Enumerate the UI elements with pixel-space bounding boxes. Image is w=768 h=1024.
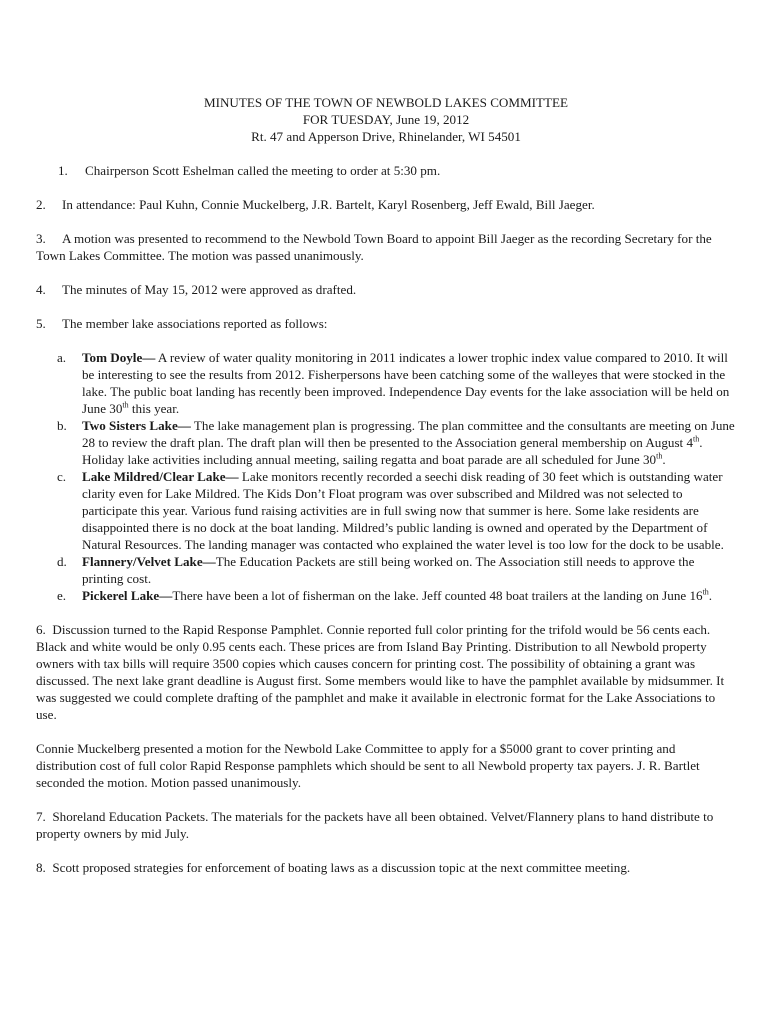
lake-reports-list bbox=[36, 349, 736, 604]
lake-name: Lake Mildred/Clear Lake— bbox=[82, 469, 239, 484]
ordinal-suffix: th bbox=[656, 451, 663, 461]
lake-name: Tom Doyle— bbox=[82, 350, 156, 365]
lake-report-text: The lake management plan is progressing. The plan committee and the consultants are meeting on June 28 to review the draft plan. The draft plan will then be presented to the Association general membership on August 4 bbox=[82, 418, 735, 450]
lake-report-text: The Education Packets are still being worked on. The Association still needs to approve the printing cost. bbox=[82, 554, 695, 586]
lake-report-text: There have been a lot of fisherman on the lake. Jeff counted 48 boat trailers at the landing on June 16 bbox=[172, 588, 703, 603]
motion-paragraph: Connie Muckelberg presented a motion for the Newbold Lake Committee to apply for a $5000 grant to cover printing and distribution cost of full color Rapid Response pamphlets which should be sent to all Newbold property tax payers. J. R. Bartlet seconded the motion. Motion passed unanimously. bbox=[36, 741, 700, 790]
ordinal-suffix: th bbox=[122, 400, 129, 410]
item-text: Chairperson Scott Eshelman called the meeting to order at 5:30 pm. bbox=[85, 163, 441, 178]
item-number: 6. bbox=[36, 622, 46, 637]
list-letter: a. bbox=[57, 350, 67, 365]
lake-report-mildred-clear bbox=[36, 468, 736, 553]
lake-name: Flannery/Velvet Lake— bbox=[82, 554, 216, 569]
item-number: 2. bbox=[36, 197, 46, 212]
item-2 bbox=[36, 196, 736, 213]
ordinal-suffix: th bbox=[702, 587, 709, 597]
item-number: 8. bbox=[36, 860, 46, 875]
item-text: The member lake associations reported as follows: bbox=[62, 316, 328, 331]
item-text: Shoreland Education Packets. The materials for the packets have all been obtained. Velvet/Flannery plans to hand distribute to property owners by mid July. bbox=[36, 809, 714, 841]
document-header bbox=[36, 94, 736, 145]
lake-report-text: A review of water quality monitoring in 2011 indicates a lower trophic index value compared to 2010. It will be interesting to see the results from 2012. Fisherpersons have been catching some of the walleyes that were stocked in the lake. The public boat landing has recently been improved. Independence Day events for the lake association will be held on June 30 bbox=[82, 350, 730, 416]
lake-report-text-end: . bbox=[662, 452, 666, 467]
item-text: The minutes of May 15, 2012 were approved as drafted. bbox=[62, 282, 357, 297]
lake-name: Pickerel Lake— bbox=[82, 588, 173, 603]
list-letter: d. bbox=[57, 554, 67, 569]
lake-report-flannery-velvet bbox=[36, 553, 736, 587]
item-number: 7. bbox=[36, 809, 46, 824]
list-letter: b. bbox=[57, 418, 67, 433]
item-8 bbox=[36, 859, 736, 876]
lake-report-text: Lake monitors recently recorded a seechi disk reading of 30 feet which is outstanding water clarity even for Lake Mildred. The Kids Don’t Float program was over subscribed and Mildred was not selected to participate this year. Various fund raising activities are in full swing now that summer is here. Some lake residents are disappointed there is no dock at the boat landing. Mildred’s public landing is owned and operated by the Department of Natural Resources. The landing manager was contacted who explained the water level is too low for the dock to be usable. bbox=[82, 469, 724, 552]
ordinal-suffix: th bbox=[693, 434, 700, 444]
header-date: FOR TUESDAY, June 19, 2012 bbox=[302, 112, 470, 127]
item-1 bbox=[36, 162, 736, 179]
item-number: 3. bbox=[36, 231, 46, 246]
item-text: Discussion turned to the Rapid Response Pamphlet. Connie reported full color printing for the trifold would be 56 cents each. Black and white would be only 0.95 cents each. These prices are from Island Bay Printing. Distribution to all Newbold property owners with tax bills will require 3500 copies which causes concern for printing cost. The possibility of obtaining a grant was discussed. The next lake grant deadline is August first. Some members would like to have the pamphlet available by midsummer. It was suggested we could complete drafting of the pamphlet and make it available in electronic format for the Lake Associations to use. bbox=[36, 622, 725, 722]
item-6 bbox=[36, 621, 736, 723]
item-number: 4. bbox=[36, 282, 46, 297]
lake-report-text-end: this year. bbox=[128, 401, 180, 416]
header-address: Rt. 47 and Apperson Drive, Rhinelander, WI 54501 bbox=[251, 129, 521, 144]
lake-report-pickerel bbox=[36, 587, 736, 604]
header-title: MINUTES OF THE TOWN OF NEWBOLD LAKES COMMITTEE bbox=[203, 95, 569, 110]
item-text: A motion was presented to recommend to the Newbold Town Board to appoint Bill Jaeger as the recording Secretary for the Town Lakes Committee. The motion was passed unanimously. bbox=[36, 231, 712, 263]
item-4 bbox=[36, 281, 736, 298]
item-text: Scott proposed strategies for enforcement of boating laws as a discussion topic at the next committee meeting. bbox=[52, 860, 631, 875]
item-5 bbox=[36, 315, 736, 332]
lake-report-tom-doyle bbox=[36, 349, 736, 417]
item-7 bbox=[36, 808, 736, 842]
lake-report-text-mid: . Holiday lake activities including annual meeting, sailing regatta and boat parade are all scheduled for June 30 bbox=[82, 435, 703, 467]
item-number: 5. bbox=[36, 316, 46, 331]
item-number: 1. bbox=[58, 163, 68, 178]
minutes-document bbox=[36, 94, 736, 876]
list-letter: c. bbox=[57, 469, 67, 484]
lake-report-two-sisters bbox=[36, 417, 736, 468]
item-3 bbox=[36, 230, 736, 264]
lake-report-text-end: . bbox=[708, 588, 713, 603]
lake-name: Two Sisters Lake— bbox=[82, 418, 191, 433]
item-text: In attendance: Paul Kuhn, Connie Muckelberg, J.R. Bartelt, Karyl Rosenberg, Jeff Ewald, Bill Jaeger. bbox=[62, 197, 595, 212]
list-letter: e. bbox=[57, 588, 67, 603]
